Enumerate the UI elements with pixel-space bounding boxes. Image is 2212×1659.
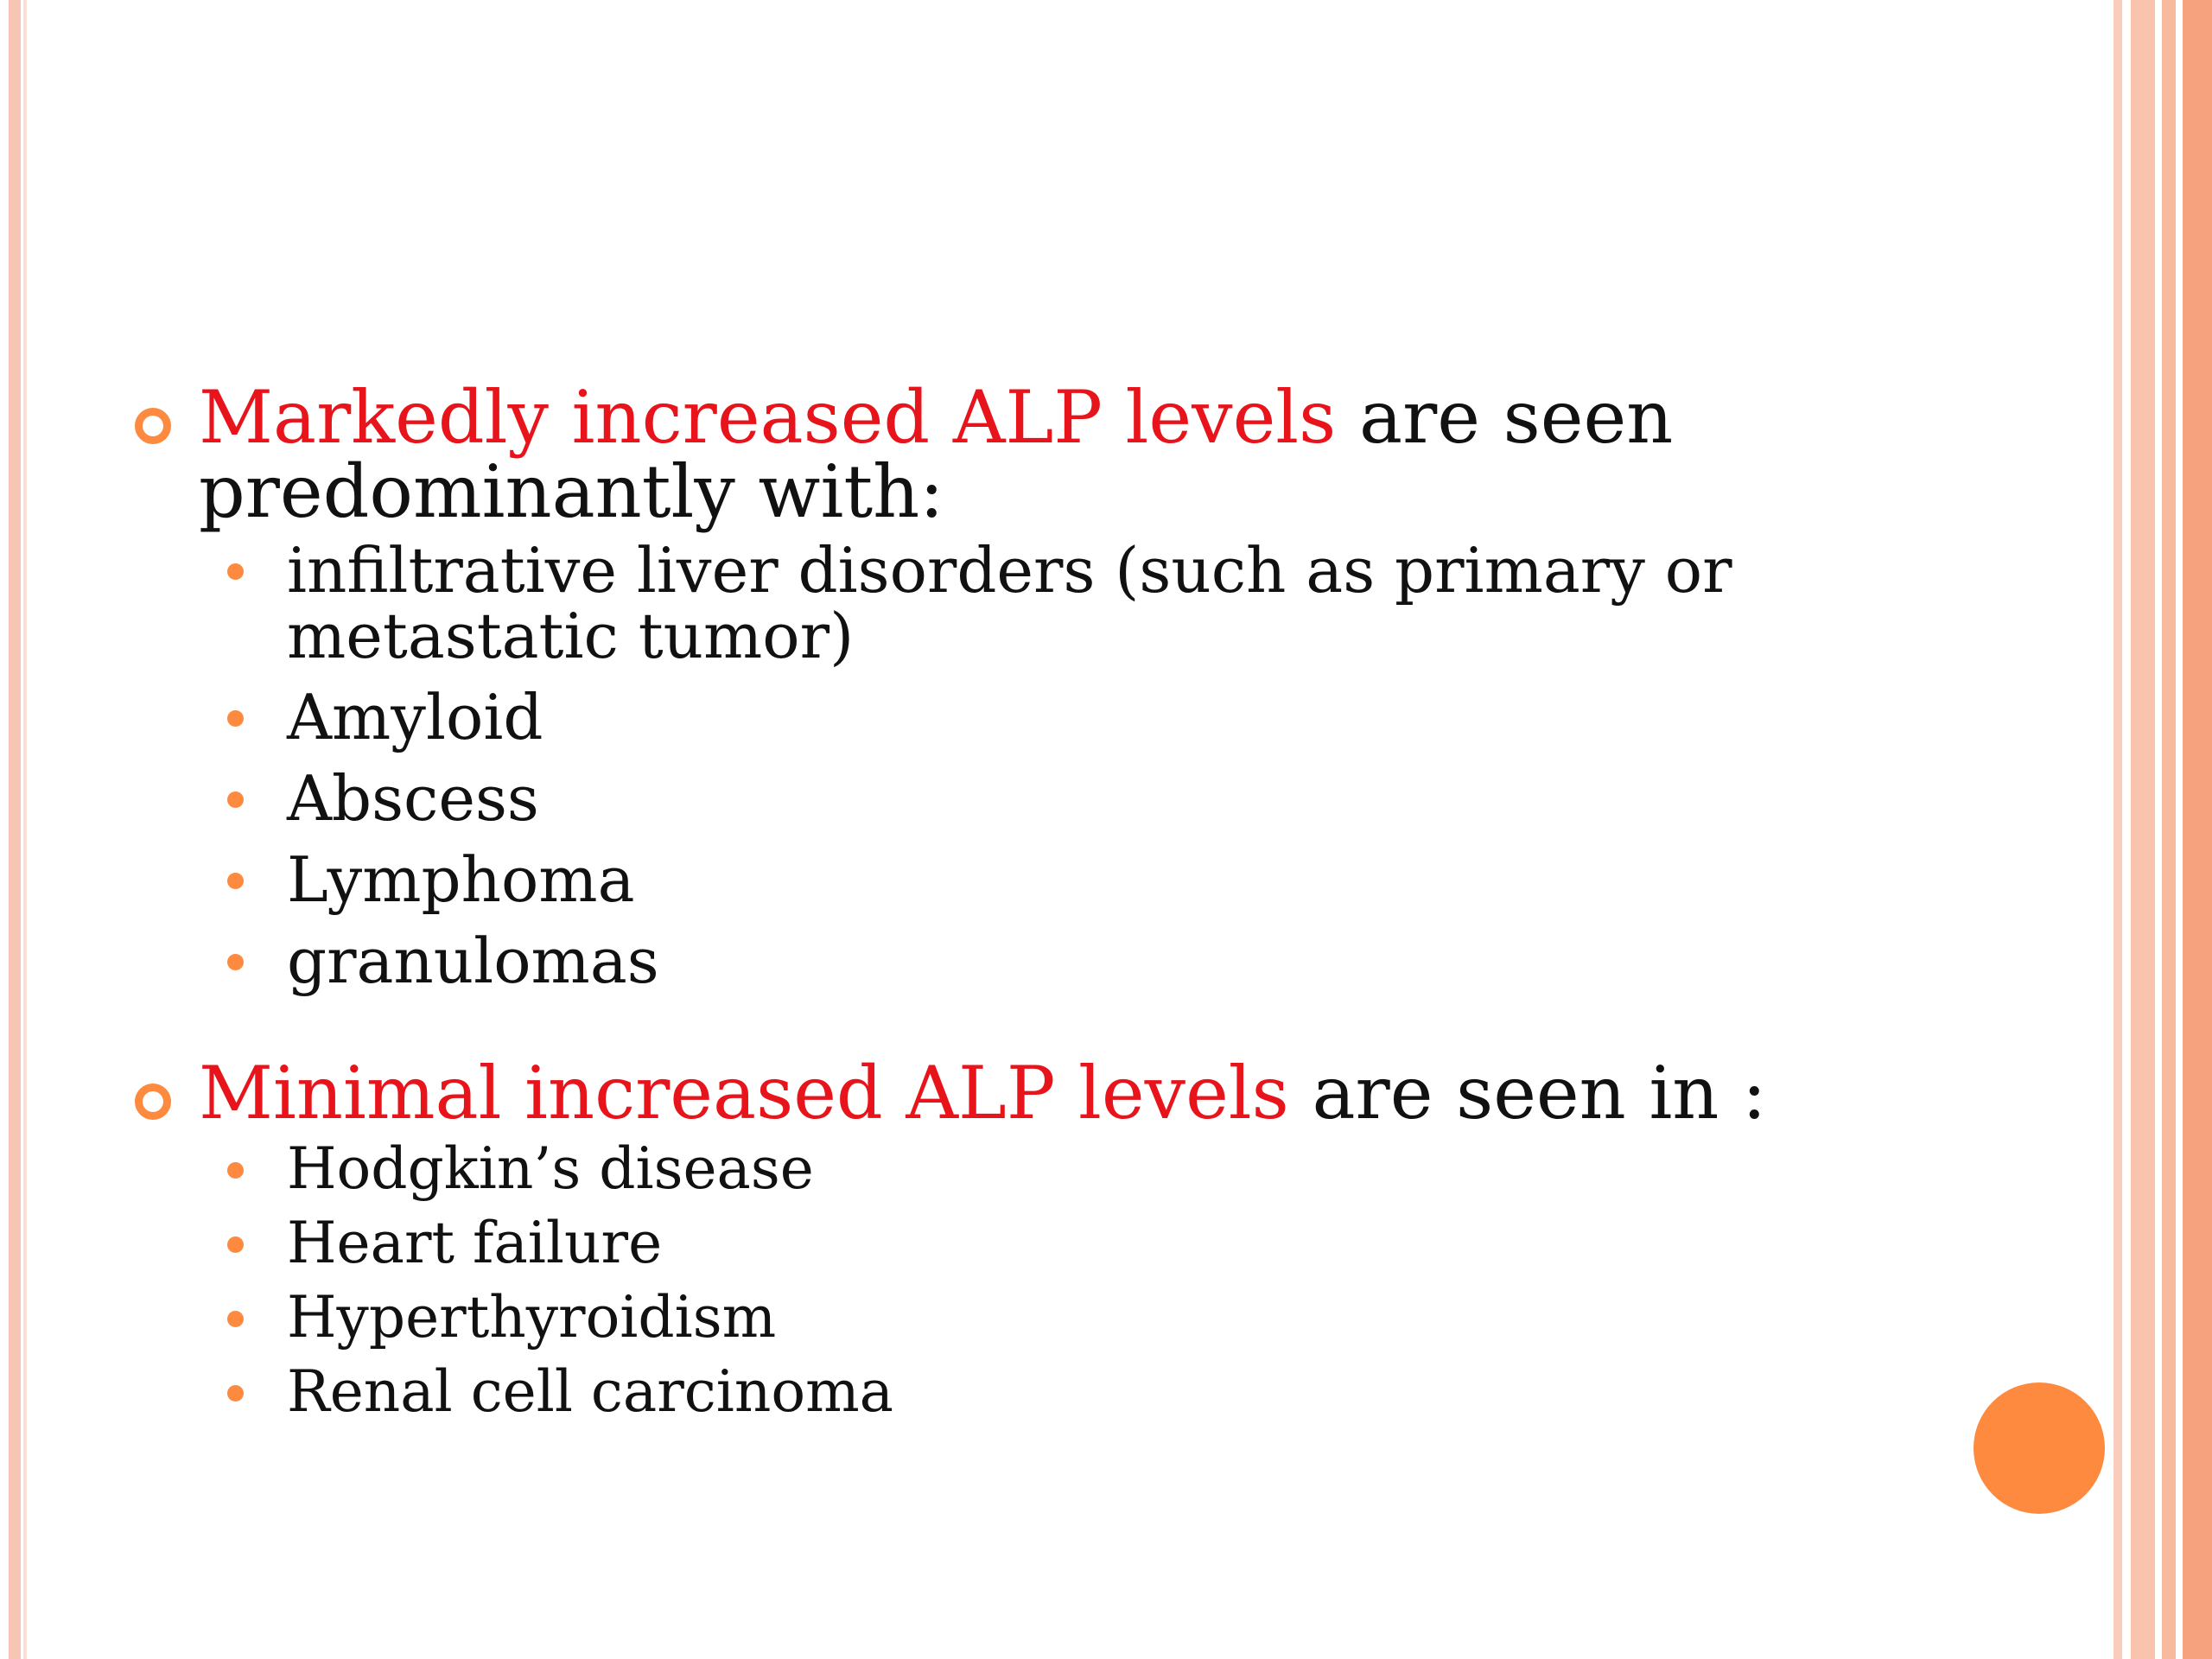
list-item-text: Hyperthyroidism	[287, 1284, 777, 1351]
list-item	[130, 843, 2031, 916]
list-item	[130, 762, 2031, 835]
list-item-text: Amyloid	[287, 681, 543, 753]
main-bullet-text: are seen in :	[1288, 1051, 1767, 1135]
dot-bullet-icon	[227, 1162, 244, 1179]
list-item-text: infiltrative liver disorders (such as primary or metastatic tumor)	[287, 534, 1732, 672]
list-item	[130, 1358, 2031, 1425]
list-item-text: Hodgkin’s disease	[287, 1135, 814, 1202]
list-item	[130, 534, 2031, 672]
dot-bullet-icon	[227, 1236, 244, 1253]
dot-bullet-icon	[227, 563, 244, 580]
dot-bullet-icon	[227, 873, 244, 889]
list-item	[130, 1284, 2031, 1351]
highlight-text: Minimal increased ALP levels	[199, 1051, 1289, 1135]
list-item-text: Heart failure	[287, 1210, 663, 1276]
bullet-group-minimal	[130, 1051, 2031, 1425]
list-item-text: Lymphoma	[287, 843, 635, 916]
right-stripe	[2176, 0, 2183, 1659]
list-item-text: Renal cell carcinoma	[287, 1358, 894, 1425]
list-item	[130, 681, 2031, 753]
list-item	[130, 925, 2031, 997]
main-bullet-minimal	[130, 1051, 2031, 1135]
dot-bullet-icon	[227, 791, 244, 808]
highlight-text: Markedly increased ALP levels	[199, 375, 1337, 460]
sub-list-markedly	[130, 534, 2031, 997]
ring-bullet-icon	[135, 408, 171, 444]
dot-bullet-icon	[227, 1385, 244, 1402]
ring-bullet-icon	[135, 1084, 171, 1120]
main-bullet-markedly	[130, 375, 2031, 534]
slide-content	[130, 375, 2031, 1436]
bullet-group-markedly	[130, 375, 2031, 997]
dot-bullet-icon	[227, 1311, 244, 1327]
right-stripe	[2131, 0, 2155, 1659]
right-stripe	[2122, 0, 2131, 1659]
list-item	[130, 1210, 2031, 1276]
list-item-text: granulomas	[287, 925, 659, 997]
left-border-inner	[23, 0, 27, 1659]
right-stripe	[2113, 0, 2122, 1659]
dot-bullet-icon	[227, 954, 244, 970]
left-border	[9, 0, 21, 1659]
list-item-text: Abscess	[287, 762, 539, 835]
right-stripe	[2162, 0, 2176, 1659]
sub-list-minimal	[130, 1135, 2031, 1425]
list-item	[130, 1135, 2031, 1202]
right-stripe	[2155, 0, 2162, 1659]
dot-bullet-icon	[227, 710, 244, 727]
right-stripe	[2183, 0, 2212, 1659]
main-bullet-text: are seen predominantly with:	[199, 375, 1674, 534]
